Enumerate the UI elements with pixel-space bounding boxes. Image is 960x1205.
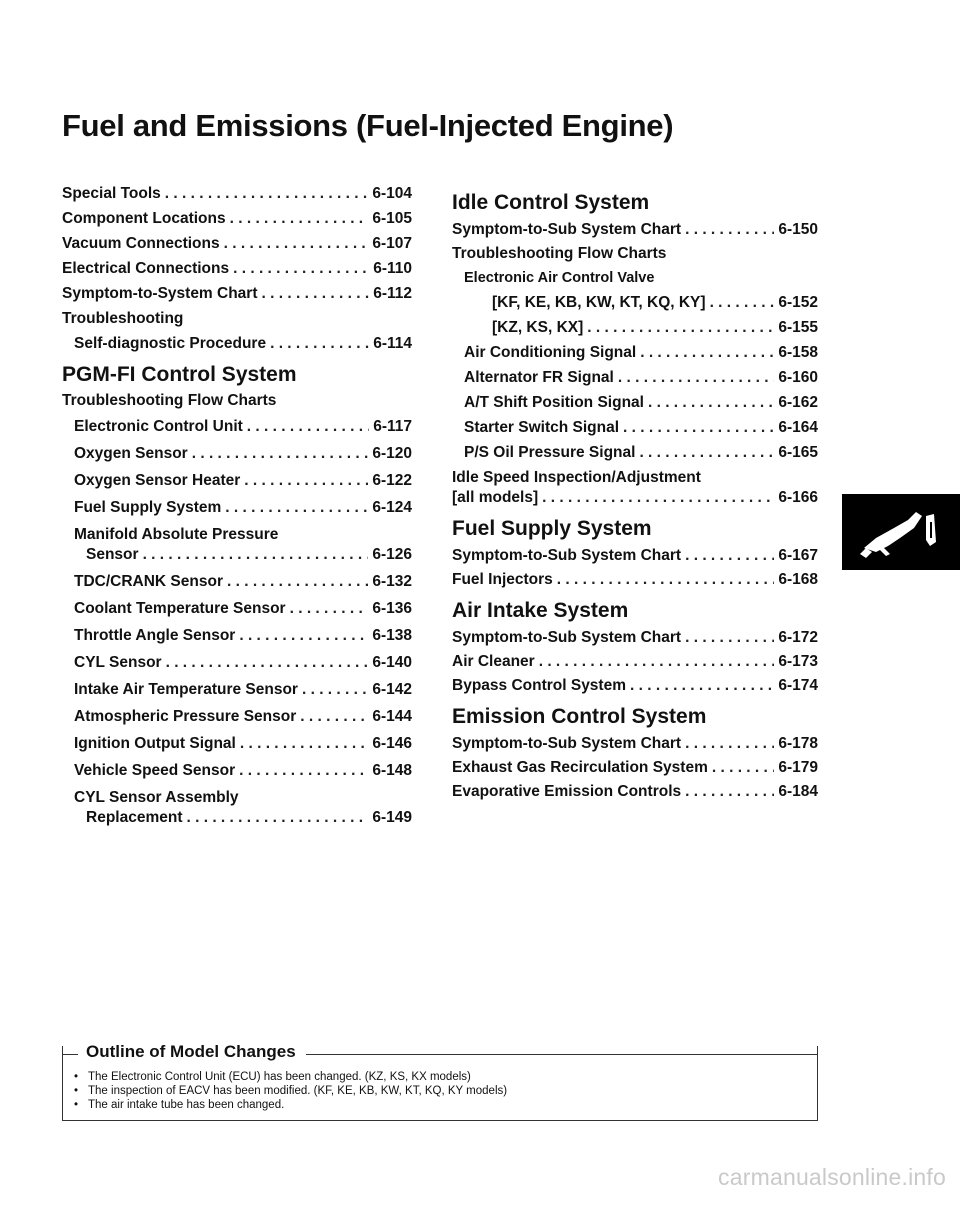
- section-heading: PGM-FI Control System: [62, 363, 297, 386]
- toc-entry[interactable]: CYL Sensor . . . 6-140: [74, 653, 412, 673]
- toc-entry[interactable]: Fuel Injectors . . . 6-168: [452, 570, 818, 590]
- toc-entry[interactable]: Replacement . . . 6-149: [74, 808, 412, 828]
- section-heading: Idle Control System: [452, 191, 650, 214]
- toc-entry-group: [452, 468, 818, 508]
- notes-title: Outline of Model Changes: [86, 1042, 296, 1061]
- toc-group-label: Troubleshooting: [62, 310, 184, 327]
- toc-entry[interactable]: Vehicle Speed Sensor . . . 6-148: [74, 761, 412, 781]
- toc-entry[interactable]: Component Locations . . . 6-105: [62, 209, 412, 229]
- toc-group-label: Manifold Absolute Pressure: [74, 526, 279, 543]
- toc-entry[interactable]: [KZ, KS, KX] . . . 6-155: [492, 318, 818, 338]
- notes-rule: [306, 1054, 818, 1055]
- toc-group-label: Electronic Air Control Valve: [464, 270, 655, 286]
- watermark: carmanualsonline.info: [718, 1164, 946, 1190]
- list-item: • The Electronic Control Unit (ECU) has been changed. (KZ, KS, KX models): [74, 1070, 507, 1084]
- toc-group-label: Idle Speed Inspection/Adjustment: [452, 469, 701, 486]
- toc-entry[interactable]: Oxygen Sensor . . . 6-120: [74, 444, 412, 464]
- toc-entry[interactable]: Alternator FR Signal . . . 6-160: [464, 368, 818, 388]
- toc-right-column: [452, 190, 818, 806]
- toc-group-label: Troubleshooting Flow Charts: [452, 245, 667, 262]
- toc-entry[interactable]: Symptom-to-System Chart . . . 6-112: [62, 284, 412, 304]
- toc-entry[interactable]: Starter Switch Signal . . . 6-164: [464, 418, 818, 438]
- toc-entry[interactable]: Coolant Temperature Sensor . . . 6-136: [74, 599, 412, 619]
- toc-entry[interactable]: Electronic Control Unit . . . 6-117: [74, 417, 412, 437]
- section-heading: Air Intake System: [452, 599, 629, 622]
- toc-entry-group: [74, 525, 412, 565]
- toc-entry[interactable]: TDC/CRANK Sensor . . . 6-132: [74, 572, 412, 592]
- toc-entry[interactable]: Special Tools . . . 6-104: [62, 184, 412, 204]
- toc-entry[interactable]: Fuel Supply System . . . 6-124: [74, 498, 412, 518]
- toc-entry[interactable]: Evaporative Emission Controls . . . 6-184: [452, 782, 818, 802]
- toc-entry[interactable]: Vacuum Connections . . . 6-107: [62, 234, 412, 254]
- toc-entry[interactable]: Electrical Connections . . . 6-110: [62, 259, 412, 279]
- toc-entry[interactable]: Bypass Control System . . . 6-174: [452, 676, 818, 696]
- toc-entry[interactable]: Self-diagnostic Procedure . . . 6-114: [74, 334, 412, 354]
- toc-left-column: [62, 184, 412, 835]
- toc-entry[interactable]: [KF, KE, KB, KW, KT, KQ, KY] . . . 6-152: [492, 293, 818, 313]
- section-heading: Emission Control System: [452, 705, 707, 728]
- toc-entry[interactable]: Exhaust Gas Recirculation System . . . 6-179: [452, 758, 818, 778]
- toc-entry[interactable]: Symptom-to-Sub System Chart . . . 6-167: [452, 546, 818, 566]
- toc-entry[interactable]: Sensor . . . 6-126: [74, 545, 412, 565]
- toc-entry[interactable]: Air Cleaner . . . 6-173: [452, 652, 818, 672]
- toc-entry[interactable]: A/T Shift Position Signal . . . 6-162: [464, 393, 818, 413]
- toc-entry[interactable]: Throttle Angle Sensor . . . 6-138: [74, 626, 412, 646]
- toc-entry[interactable]: [all models] . . . 6-166: [452, 488, 818, 508]
- toc-entry[interactable]: Atmospheric Pressure Sensor . . . 6-144: [74, 707, 412, 727]
- toc-entry[interactable]: Air Conditioning Signal . . . 6-158: [464, 343, 818, 363]
- section-tab: [842, 494, 960, 570]
- toc-entry-group: [74, 788, 412, 828]
- toc-entry[interactable]: Symptom-to-Sub System Chart . . . 6-150: [452, 220, 818, 240]
- fuel-nozzle-icon: [842, 494, 960, 570]
- list-item: • The inspection of EACV has been modified. (KF, KE, KB, KW, KT, KQ, KY models): [74, 1084, 507, 1098]
- toc-entry[interactable]: Symptom-to-Sub System Chart . . . 6-172: [452, 628, 818, 648]
- toc-entry[interactable]: Oxygen Sensor Heater . . . 6-122: [74, 471, 412, 491]
- toc-entry[interactable]: P/S Oil Pressure Signal . . . 6-165: [464, 443, 818, 463]
- notes-list: [74, 1070, 507, 1112]
- toc-group-label: CYL Sensor Assembly: [74, 789, 239, 806]
- toc-group-label: Troubleshooting Flow Charts: [62, 392, 277, 409]
- page-title: Fuel and Emissions (Fuel-Injected Engine): [62, 108, 674, 143]
- list-item: • The air intake tube has been changed.: [74, 1098, 507, 1112]
- toc-entry[interactable]: Intake Air Temperature Sensor . . . 6-142: [74, 680, 412, 700]
- toc-entry[interactable]: Symptom-to-Sub System Chart . . . 6-178: [452, 734, 818, 754]
- notes-rule: [62, 1054, 78, 1055]
- section-heading: Fuel Supply System: [452, 517, 652, 540]
- toc-entry[interactable]: Ignition Output Signal . . . 6-146: [74, 734, 412, 754]
